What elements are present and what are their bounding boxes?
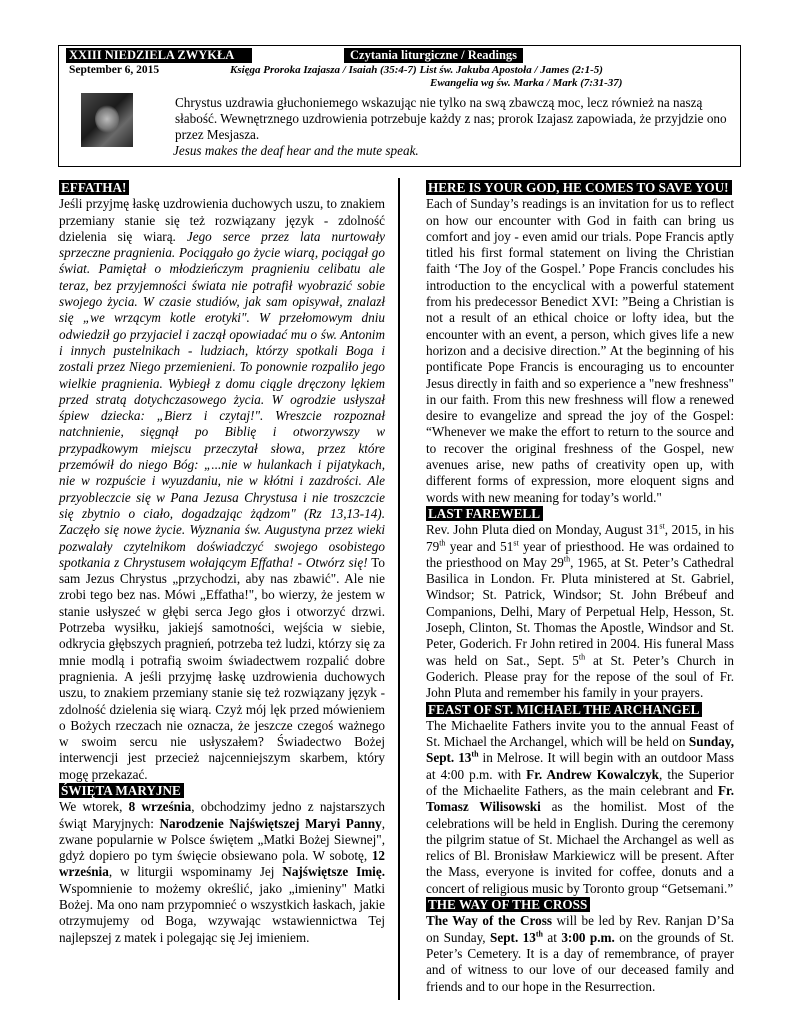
your-god-text: Each of Sunday’s readings is an invitation for us to reflect on how our encounter with God in faith can bring us comfort and joy - even amid our trials. Pope Francis aptly titled his first formal statement on living the Christian faith ‘The Joy of the Gospel.’ Pope Francis concludes his introduction to the encyclical with a powerful statement from his predecessor Benedict XVI: ”Being a Christian is not a result of an ethical choice or lofty idea, but the encounter with an event, a person, which gives life a new horizon and a decisive direction.” At the beginning of his pontificate Pope Francis is encouraging us to encounter Jesus directly in faith and so experience a "new freshness" in our faith. From this new freshness will flow a renewed desire to evangelize and spread the joy of the Gospel: “Whenever we make the effort to return to the source and to recover the original freshness of the Gospel, new avenues arise, new paths of creativity open up, with different forms of expression, more eloquent signs and words with new meaning for today’s world." [426,196,734,505]
reading-summary-english: Jesus makes the deaf hear and the mute speak. [173,143,419,158]
effatha-reflection: To sam Jezus Chrystus „przychodzi, aby nas zbawić". Ale nie zrobi tego bez nas. Mówi „Effatha!", bo wierzy, że jestem w stanie usłyszeć w głębi serca Jego głos i otworzyć drzwi. Potrzeba wysiłku, jakiejś samotności, wejścia w siebie, odkrycia głębszych pragnień, potrzeba też ludzi, którzy się za mnie modlą i potrafią swoim świadectwem rozpalić dobre pragnienia. A jeśli przyjmę łaskę uzdrowienia duchowych uszu, to znakiem przemiany stanie się też rozwiązany język - zdolność dzielenia się wiarą. Czyż mój lęk przed mówieniem o Bożych rzeczach nie oznacza, że jeszcze czegoś ważnego w swoim sercu nie usłyszałem? Świadectwo Bożej interwencji jest przecież najcenniejszym skarbem, który mogę przekazać. [59,554,385,782]
gospel-illustration [81,93,133,147]
st-michael-feast-heading: FEAST OF ST. MICHAEL THE ARCHANGEL [426,702,702,717]
effatha-intro: Jeśli przyjmę łaskę uzdrowienia duchowych uszu, to znakiem przemiany stanie się też rozwiązany język - zdolność dzielenia się wiarą. [59,196,385,244]
marian-feasts-text: We wtorek, 8 września, obchodzimy jedno z najstarszych świąt Maryjnych: Narodzenie Najświętszej Maryi Panny, zwane popularnie w Polsce świętem „Matki Bożej Siewnej", gdyż dopiero po tym święcie obsiewano pola. W sobotę, 12 września, w liturgii wspominamy Jej Najświętsze Imię. Wspomnienie to możemy określić, jako „imieniny" Matki Bożej. Ma ono nam przypomnieć o wszystkich łaskach, jakie otrzymujemy od Boga, wzywając wstawiennictwa Tej najlepszej z matek i polegając się Jej imieniem. [59,799,385,945]
effatha-story: Jego serce przez lata nurtowały sprzeczne pragnienia. Pociągało go życie wiarą, pociągał go świat. Pamiętał o młodzieńczym pragnieniu celibatu ale teraz, bez przyjemności świata nie potrafił wyobrazić sobie swojego życia. W czasie studiów, jak sam opisywał, znalazł się „we wrzącym kotle erotyki". W przełomowym dniu odwiedził go przyjaciel i zaczął opowiadać mu o św. Antonim i innych pustelnikach - ludziach, którzy spotkali Boga i zostali przez Niego przemienieni. To ponownie rozpaliło jego wielkie pragnienia. Wybiegł z domu ciągle dręczony lękiem przed stratą dotychczasowego życia. W ogrodzie usłyszał śpiew dziecka: „Bierz i czytaj!". Wreszcie rozpoznał natchnienie, sięgnął po Biblię i otworzywszy w przypadkowym miejscu przeczytał słowa, przez które przemówił do niego Bóg: „...nie w hulankach i pijatykach, nie w rozpuście i wyuzdaniu, nie w kłótni i zazdrości. Ale przyobleczcie się w Pana Jezusa Chrystusa i nie troszczcie się zbytnio o ciało, dogadzając żądzom" (Rz 13,13-14). Zaczęło się nowe życie. Wyznania św. Augustyna przez wieki pozwalały czytelnikom doświadczyć swojego osobistego spotkania z Chrystusem wołającym Effatha! - Otwórz się! [59,228,385,570]
sunday-title: XXIII NIEDZIELA ZWYKŁA [66,48,252,63]
readings-label: Czytania liturgiczne / Readings [344,48,523,63]
reading-references: Księga Proroka Izajasza / Isaiah (35:4-7) List św. Jakuba Apostoła / James (2:1-5) [230,64,603,76]
gospel-reference: Ewangelia wg św. Marka / Mark (7:31-37) [430,77,623,89]
right-column [426,180,734,995]
way-of-cross-text: The Way of the Cross will be led by Rev. Ranjan D’Sa on Sunday, Sept. 13th at 3:00 p.m. on the grounds of St. Peter’s Cemetery. It is a day of remembrance, of prayer and of witness to our love of our deceased family and friends and to our hope in the Resurrection. [426,913,735,994]
last-farewell-heading: LAST FAREWELL [426,506,543,521]
your-god-heading: HERE IS YOUR GOD, HE COMES TO SAVE YOU! [426,180,732,195]
bulletin-date: September 6, 2015 [69,64,160,76]
marian-feasts-heading: ŚWIĘTA MARYJNE [59,783,184,798]
effatha-article [59,196,385,783]
way-of-cross-heading: THE WAY OF THE CROSS [426,897,590,912]
left-column [59,180,385,946]
readings-header [58,45,741,167]
column-divider [398,178,400,1000]
last-farewell-text: Rev. John Pluta died on Monday, August 31st, 2015, in his 79th year and 51st year of priesthood. He was ordained to the priesthood on May 29th, 1965, at St. Peter’s Cathedral Basilica in London. Fr. Pluta ministered at St. Gabriel, Windsor; St. Patrick, Windsor; St. John Brébeuf and Companions, Delhi, Mary of Perpetual Help, Hesson, St. Joseph, Clinton, St. Thomas the Apostle, Windsor and St. Peter, Goderich. Fr John retired in 2004. His funeral Mass was held on Sat., Sept. 5th at St. Peter’s Church in Goderich. Please pray for the repose of the soul of Fr. John Pluta and remember his family in your prayers. [426,521,734,701]
st-michael-feast-text: The Michaelite Fathers invite you to the annual Feast of St. Michael the Archangel, which will be held on Sunday, Sept. 13th in Melrose. It will begin with an outdoor Mass at 4:00 p.m. with Fr. Andrew Kowalczyk, the Superior of the Michaelite Fathers, as the main celebrant and Fr. Tomasz Wilisowski as the homilist. Most of the celebrations will be held in English. During the ceremony the pilgrim statue of St. Michael the Archangel as well as relics of Bl. Bronisław Markiewicz will be present. After the Mass, everyone is invited for coffee, donuts and a concert of religious music by Toronto group “Getsemani.” [426,717,735,896]
reading-summary-polish: Chrystus uzdrawia głuchoniemego wskazując nie tylko na swą zbawczą moc, lecz również na naszą słabość. Wewnętrznego uzdrowienia potrzebuje każdy z nas; prorok Izajasz zapowiada, że przyjdzie ono przez Mesjasza. [175,95,727,142]
effatha-heading: EFFATHA! [59,180,129,195]
